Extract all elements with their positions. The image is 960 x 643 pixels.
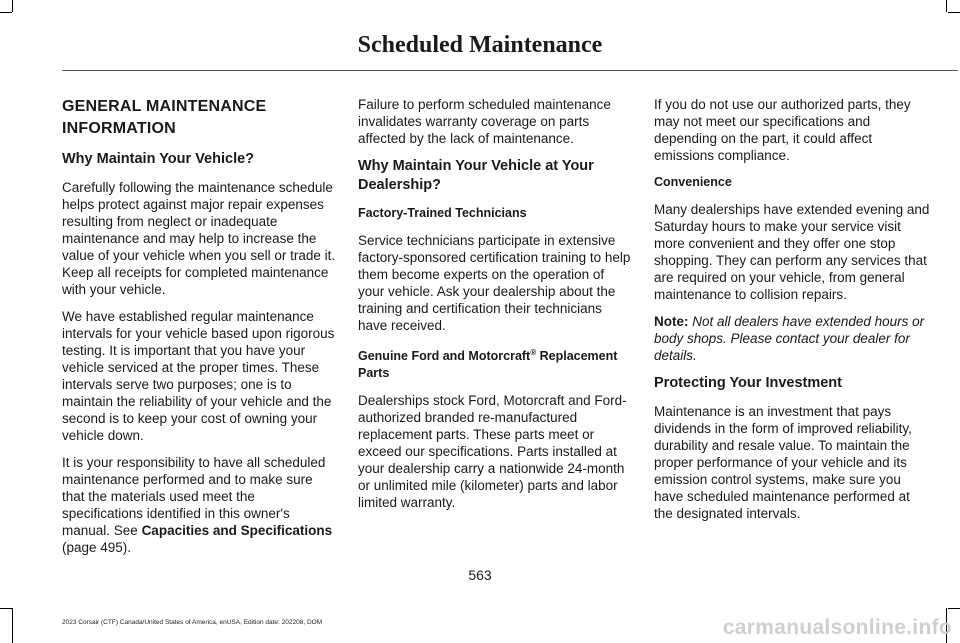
page-title: Scheduled Maintenance [357, 32, 603, 58]
crop-mark [948, 608, 960, 609]
subheading-technicians: Factory-Trained Technicians [358, 206, 527, 220]
column-left [62, 96, 338, 566]
subheading-dealership: Why Maintain Your Vehicle at Your Dealership? [358, 158, 594, 193]
subheading-replacement-parts: Genuine Ford and Motorcraft® Replacement Parts [358, 348, 618, 381]
edition-footer: 2023 Corsair (CTF) Canada/United States of America, enUSA, Edition date: 202208, DOM [62, 619, 323, 626]
paragraph: We have established regular maintenance intervals for your vehicle based upon rigorous testing. It is important that you have your vehicle serviced at the proper times. These intervals serve two purposes; one is to maintain the reliability of your vehicle and the second is to keep your cost of owning your vehicle down. [62, 309, 335, 443]
note-label: Note: [654, 314, 689, 329]
subheading-why-maintain: Why Maintain Your Vehicle? [62, 151, 255, 167]
paragraph: Maintenance is an investment that pays dividends in the form of improved reliability, durability and resale value. To maintain the proper performance of your vehicle and its emission control systems, make sure you have scheduled maintenance performed at the designated intervals. [654, 404, 912, 521]
crop-mark [0, 12, 12, 13]
note: Note: Not all dealers have extended hours or body shops. Please contact your dealer for details. [654, 314, 925, 363]
crop-mark [0, 608, 12, 609]
crop-mark [12, 608, 13, 643]
paragraph: It is your responsibility to have all scheduled maintenance performed and to make sure that the materials used meet the specifications identified in this owner's manual. See Capacities and Specifications (page 495). [62, 455, 333, 555]
watermark: carmanualsonline.info [722, 616, 952, 639]
paragraph: If you do not use our authorized parts, they may not meet our specifications and depending on the part, it could affect emissions compliance. [654, 97, 911, 163]
crop-mark [12, 0, 13, 12]
crop-mark [948, 12, 960, 13]
header-divider [62, 70, 958, 71]
column-right [654, 96, 930, 532]
paragraph: Many dealerships have extended evening and Saturday hours to make your service visit more convenient and they offer one stop shopping. They can perform any services that are required on your vehicle, from general maintenance to collision repairs. [654, 202, 930, 302]
subheading-investment: Protecting Your Investment [654, 375, 842, 391]
capacities-link[interactable]: Capacities and Specifications [141, 523, 333, 538]
paragraph: Service technicians participate in extensive factory-sponsored certification training to help them become experts on the operation of your vehicle. Ask your dealership about the training and certification their technicians have received. [358, 233, 631, 333]
column-middle [358, 96, 634, 521]
paragraph: Failure to perform scheduled maintenance invalidates warranty coverage on parts affected by the lack of maintenance. [358, 97, 611, 146]
paragraph: Dealerships stock Ford, Motorcraft and Ford-authorized branded re-manufactured replacement parts. These parts meet or exceed our specifications. Parts installed at your dealership carry a nationwide 24-month or unlimited mile (kilometer) parts and labor limited warranty. [358, 393, 627, 511]
subheading-convenience: Convenience [654, 175, 732, 189]
crop-mark [946, 0, 947, 12]
page-number: 563 [468, 567, 492, 583]
section-heading: GENERAL MAINTENANCE INFORMATION [62, 98, 267, 137]
paragraph: Carefully following the maintenance schedule helps protect against major repair expenses resulting from neglect or inadequate maintenance and may help to increase the value of your vehicle when you sell or trade it. Keep all receipts for completed maintenance with your vehicle. [62, 180, 336, 297]
